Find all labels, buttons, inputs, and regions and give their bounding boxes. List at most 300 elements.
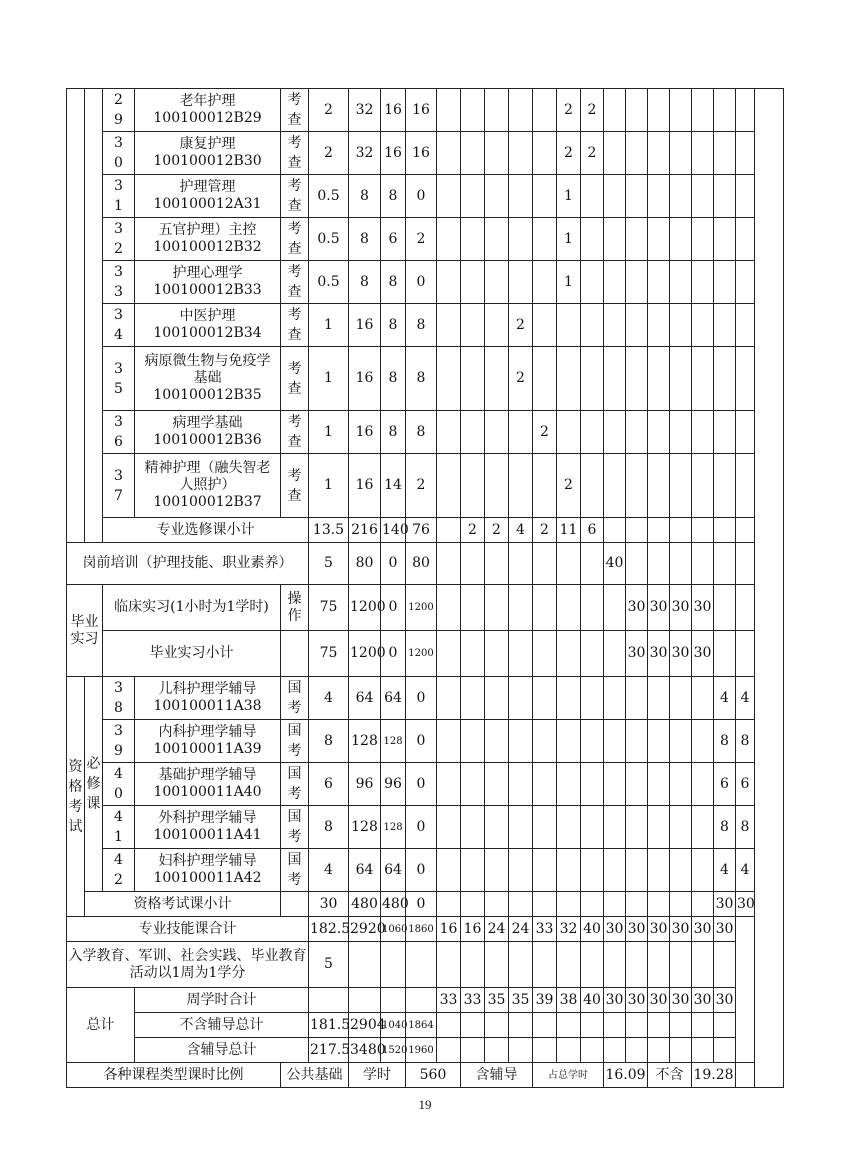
course-practice: 0: [406, 763, 437, 806]
week-hours-cell: [648, 132, 670, 175]
week-hours-cell: [692, 347, 714, 411]
assessment-type: [281, 218, 309, 261]
course-number-line: 0: [114, 155, 123, 171]
skills-total-hours: 2920: [349, 917, 381, 942]
assessment-type-line: 查: [287, 198, 302, 214]
week-hours-cell: [692, 175, 714, 218]
qualification-group: 资格考试: [67, 677, 85, 917]
skills-total-label: 专业技能课合计: [67, 917, 309, 942]
course-number-line: 9: [114, 743, 123, 759]
table-cell: [509, 942, 533, 988]
course-name: [135, 132, 281, 175]
week-hours-13: 30: [714, 892, 736, 917]
week-hours-cell: [604, 720, 626, 763]
course-name-line: 外科护理学辅导: [158, 810, 257, 826]
table-cell: [581, 1038, 604, 1063]
week-hours-cell: [692, 677, 714, 720]
week-hours-cell: [581, 806, 604, 849]
course-number-line: 2: [114, 92, 123, 108]
week-hours-cell: [692, 89, 714, 132]
course-theory: 128: [381, 806, 406, 849]
week-hours-cell: [714, 543, 736, 585]
week-hours-w2: 2: [461, 518, 485, 543]
table-cell: [714, 1013, 736, 1038]
course-hours: 16: [349, 304, 381, 347]
orientation-credits: 5: [309, 942, 349, 988]
week-hours-w5: [533, 175, 557, 218]
week-hours-w7: [581, 454, 604, 518]
assessment-type-line: 考: [287, 360, 302, 377]
assessment-type: [281, 454, 309, 518]
week-hours-cell: [648, 806, 670, 849]
week-hours-w2: [461, 454, 485, 518]
assessment-type: [281, 261, 309, 304]
week-hours-cell: [670, 849, 692, 892]
weekly-total-4: 35: [485, 988, 509, 1013]
assessment-type-line: 国: [287, 766, 302, 782]
table-cell: [485, 942, 509, 988]
course-name-line: 100100012B37: [153, 494, 262, 510]
weekly-total-12: 30: [670, 988, 692, 1013]
internship-course: 临床实习(1小时为1学时): [103, 585, 281, 631]
course-practice: 0: [406, 849, 437, 892]
internship-subtotal-practice: 1200: [406, 631, 437, 677]
pre-job-hours: 80: [349, 543, 381, 585]
week-hours-cell: [648, 720, 670, 763]
assessment-type: [281, 89, 309, 132]
week-hours-cell: [670, 518, 692, 543]
week-hours-cell: [736, 89, 755, 132]
table-cell: [648, 1013, 670, 1038]
table-cell: [509, 1038, 533, 1063]
week-hours-w5: 2: [533, 411, 557, 454]
course-number-line: 0: [114, 786, 123, 802]
week-hours-w6: 1: [557, 261, 581, 304]
including-tutoring-total-hours: 3480: [349, 1038, 381, 1063]
internship-group: 毕业实习: [67, 585, 103, 677]
table-cell: [461, 1038, 485, 1063]
course-name-line: 100100011A39: [153, 741, 262, 757]
course-number-line: 2: [114, 872, 123, 888]
week-hours-w2: [461, 347, 485, 411]
week-hours-cell: [648, 518, 670, 543]
week-hours-cell: [670, 720, 692, 763]
week-hours-cell: [533, 543, 557, 585]
week-hours-cell: [648, 454, 670, 518]
course-number-line: 4: [114, 809, 123, 825]
week-hours-14: 6: [736, 763, 755, 806]
week-hours-cell: [626, 720, 648, 763]
week-hours-14: 30: [736, 892, 755, 917]
ratio-label: 各种课程类型课时比例: [67, 1063, 281, 1088]
assessment-type: [281, 677, 309, 720]
course-credits: 1: [309, 304, 349, 347]
week-hours-cell: [670, 218, 692, 261]
table-cell: [670, 942, 692, 988]
course-name-line: 内科护理学辅导: [158, 724, 257, 740]
table-cell: [533, 1038, 557, 1063]
week-hours-cell: [581, 677, 604, 720]
week-hours-1: [437, 347, 461, 411]
qualification-subgroup: 必修课: [85, 677, 103, 892]
table-cell: [406, 942, 437, 988]
course-number-line: 3: [114, 178, 123, 194]
course-number-line: 1: [114, 198, 123, 214]
course-number-line: 3: [114, 284, 123, 300]
excluding-tutoring-total-credits: 181.5: [309, 1013, 349, 1038]
course-row: [67, 347, 784, 411]
ratio-row: [67, 1063, 784, 1088]
week-hours-cell: [509, 720, 533, 763]
week-hours-w10: 30: [648, 631, 670, 677]
week-hours-8: 40: [581, 917, 604, 942]
week-hours-cell: [557, 720, 581, 763]
table-cell: [533, 1013, 557, 1038]
week-hours-cell: [437, 763, 461, 806]
weekly-total-6: 39: [533, 988, 557, 1013]
table-cell: [604, 1038, 626, 1063]
assessment-type-line: 考: [287, 700, 302, 716]
week-hours-w6: 1: [557, 218, 581, 261]
course-number-line: 3: [114, 723, 123, 739]
course-practice: 0: [406, 261, 437, 304]
week-hours-cell: [437, 892, 461, 917]
course-number-line: 9: [114, 112, 123, 128]
week-hours-w6: [557, 347, 581, 411]
course-number: [103, 677, 135, 720]
week-hours-cell: [485, 585, 509, 631]
week-hours-cell: [626, 89, 648, 132]
week-hours-cell: [581, 585, 604, 631]
course-row: [67, 261, 784, 304]
course-number-line: 3: [114, 680, 123, 696]
week-hours-w4: [509, 89, 533, 132]
course-theory: 64: [381, 849, 406, 892]
course-name: [135, 89, 281, 132]
course-number-line: 7: [114, 487, 123, 504]
weekly-total-13: 30: [692, 988, 714, 1013]
week-hours-w4: [509, 218, 533, 261]
course-credits: 1: [309, 411, 349, 454]
week-hours-cell: [626, 411, 648, 454]
week-hours-cell: [533, 849, 557, 892]
week-hours-cell: [736, 454, 755, 518]
ratio-hours-label: 学时: [349, 1063, 406, 1088]
week-hours-cell: [714, 454, 736, 518]
week-hours-cell: [648, 677, 670, 720]
course-hours: 128: [349, 720, 381, 763]
week-hours-cell: [533, 806, 557, 849]
week-hours-cell: [509, 763, 533, 806]
course-number-line: 6: [114, 434, 123, 450]
course-number: [103, 347, 135, 411]
course-name-line: 100100012A31: [153, 196, 262, 212]
course-number-line: 3: [114, 135, 123, 151]
course-row: [67, 89, 784, 132]
week-hours-cell: [648, 411, 670, 454]
internship-hours: 1200: [349, 585, 381, 631]
qualification-subtotal-credits: 30: [309, 892, 349, 917]
table-cell: [670, 1013, 692, 1038]
course-name-line: 老年护理: [179, 93, 236, 109]
weekly-total-5: 35: [509, 988, 533, 1013]
course-credits: 8: [309, 720, 349, 763]
week-hours-13: 8: [714, 806, 736, 849]
table-cell: [437, 1013, 461, 1038]
course-row: [67, 175, 784, 218]
excluding-tutoring-total-theory: 1040: [381, 1013, 406, 1038]
weekly-total-7: 38: [557, 988, 581, 1013]
table-cell: [557, 942, 581, 988]
course-theory: 8: [381, 347, 406, 411]
week-hours-10: 30: [626, 917, 648, 942]
week-hours-w7: 2: [581, 132, 604, 175]
course-practice: 8: [406, 347, 437, 411]
week-hours-1: [437, 218, 461, 261]
week-hours-cell: [604, 518, 626, 543]
week-hours-cell: [736, 631, 755, 677]
week-hours-cell: [461, 849, 485, 892]
week-hours-cell: [648, 763, 670, 806]
week-hours-w7: 6: [581, 518, 604, 543]
week-hours-cell: [581, 543, 604, 585]
week-hours-cell: [485, 720, 509, 763]
course-theory: 128: [381, 720, 406, 763]
course-credits: 1: [309, 454, 349, 518]
week-hours-cell: [461, 720, 485, 763]
course-number: [103, 132, 135, 175]
assessment-type: [281, 175, 309, 218]
week-hours-w3: [485, 304, 509, 347]
qualification-row: [67, 677, 784, 720]
subtotal-practice: 76: [406, 518, 437, 543]
assessment-type-line: 考: [287, 872, 302, 888]
week-hours-cell: [714, 89, 736, 132]
course-number-line: 4: [114, 766, 123, 782]
week-hours-w3: [485, 347, 509, 411]
course-row: [67, 132, 784, 175]
week-hours-cell: [533, 677, 557, 720]
week-hours-w12: 30: [692, 631, 714, 677]
week-hours-w3: 2: [485, 518, 509, 543]
course-number: [103, 175, 135, 218]
week-hours-w12: 30: [692, 585, 714, 631]
week-hours-cell: [509, 631, 533, 677]
course-name-line: 护理管理: [179, 179, 236, 195]
subtotal-credits: 13.5: [309, 518, 349, 543]
course-name-line: 护理心理学: [172, 265, 243, 281]
weekly-total-label: 周学时合计: [135, 988, 309, 1013]
week-hours-cell: [461, 677, 485, 720]
including-tutoring-total-practice: 1960: [406, 1038, 437, 1063]
week-hours-w9: 30: [626, 585, 648, 631]
course-hours: 8: [349, 175, 381, 218]
week-hours-w2: [461, 218, 485, 261]
week-hours-cell: [670, 677, 692, 720]
week-hours-w9: 30: [626, 631, 648, 677]
week-hours-cell: [604, 411, 626, 454]
week-hours-cell: [736, 175, 755, 218]
week-hours-1: [437, 411, 461, 454]
assessment-type-line: 考: [287, 221, 302, 237]
orientation-row: [67, 942, 784, 988]
week-hours-cell: [485, 543, 509, 585]
qualification-row: [67, 849, 784, 892]
pre-job-credits: 5: [309, 543, 349, 585]
week-hours-cell: [670, 892, 692, 917]
qualification-row: [67, 763, 784, 806]
week-hours-cell: [670, 175, 692, 218]
week-hours-cell: [533, 763, 557, 806]
week-hours-cell: [581, 763, 604, 806]
internship-subtotal-assessment: [281, 631, 309, 677]
assessment-type-line: 考: [287, 467, 302, 484]
week-hours-cell: [533, 631, 557, 677]
course-name-line: 100100012B33: [153, 282, 262, 298]
course-name-line: 100100011A38: [153, 698, 262, 714]
excluding-tutoring-total-hours: 2904: [349, 1013, 381, 1038]
course-hours: 64: [349, 677, 381, 720]
week-hours-cell: [648, 261, 670, 304]
week-hours-w4: 2: [509, 304, 533, 347]
course-name-line: 100100012B35: [153, 387, 262, 403]
weekly-total-8: 40: [581, 988, 604, 1013]
course-name-line: 100100011A41: [153, 827, 262, 843]
course-name: [135, 806, 281, 849]
week-hours-w4: 2: [509, 347, 533, 411]
course-number-line: 3: [114, 467, 123, 484]
table-cell: [692, 1013, 714, 1038]
subtotal-row: [67, 518, 784, 543]
course-number: [103, 261, 135, 304]
course-credits: 2: [309, 89, 349, 132]
week-hours-cell: [604, 261, 626, 304]
skills-total-row: [67, 917, 784, 942]
week-hours-cell: [461, 585, 485, 631]
week-hours-cell: [509, 543, 533, 585]
week-hours-cell: [714, 347, 736, 411]
qualification-subtotal-hours: 480: [349, 892, 381, 917]
week-hours-1: [437, 304, 461, 347]
week-hours-cell: [581, 631, 604, 677]
week-hours-w11: 30: [670, 631, 692, 677]
week-hours-1: [437, 175, 461, 218]
table-cell: [461, 1013, 485, 1038]
week-hours-w2: [461, 411, 485, 454]
assessment-type-line: 国: [287, 680, 302, 696]
assessment-type-line: 查: [287, 327, 302, 343]
course-practice: 0: [406, 720, 437, 763]
table-cell: [461, 942, 485, 988]
course-number: [103, 218, 135, 261]
course-name: [135, 677, 281, 720]
course-credits: 2: [309, 132, 349, 175]
week-hours-cell: [648, 304, 670, 347]
week-hours-w3: [485, 411, 509, 454]
course-row: [67, 411, 784, 454]
assessment-type-line: 查: [287, 487, 302, 504]
course-practice: 2: [406, 218, 437, 261]
assessment-type: [281, 720, 309, 763]
assessment-type-line: 查: [287, 380, 302, 397]
week-hours-w3: [485, 132, 509, 175]
week-hours-12: 30: [670, 917, 692, 942]
week-hours-cell: [692, 454, 714, 518]
course-theory: 14: [381, 454, 406, 518]
week-hours-cell: [557, 677, 581, 720]
course-theory: 64: [381, 677, 406, 720]
qualification-subtotal-assessment: [281, 892, 309, 917]
course-hours: 32: [349, 89, 381, 132]
course-number-line: 2: [114, 241, 123, 257]
course-number: [103, 806, 135, 849]
qualification-subtotal-practice: 0: [406, 892, 437, 917]
table-cell: [648, 942, 670, 988]
week-hours-1: [437, 132, 461, 175]
week-hours-cell: [626, 677, 648, 720]
week-hours-cell: [714, 304, 736, 347]
week-hours-w3: [485, 218, 509, 261]
subcategory-cell: [85, 89, 103, 543]
week-hours-cell: [648, 849, 670, 892]
course-name-line: 100100011A42: [153, 870, 262, 886]
week-hours-cell: [604, 132, 626, 175]
week-hours-cell: [437, 585, 461, 631]
course-number-line: 4: [114, 852, 123, 868]
week-hours-cell: [714, 585, 736, 631]
course-name-line: 100100012B30: [153, 153, 262, 169]
week-hours-w11: 30: [670, 585, 692, 631]
course-practice: 0: [406, 677, 437, 720]
week-hours-cell: [437, 806, 461, 849]
week-hours-cell: [670, 806, 692, 849]
week-hours-cell: [692, 543, 714, 585]
course-name: [135, 347, 281, 411]
course-theory: 8: [381, 411, 406, 454]
course-hours: 8: [349, 261, 381, 304]
assessment-type-line: 考: [287, 178, 302, 194]
week-hours-w6: [557, 411, 581, 454]
table-cell: [406, 988, 437, 1013]
week-hours-cell: [604, 585, 626, 631]
course-name-line: 人照护）: [179, 477, 236, 493]
week-hours-w2: [461, 132, 485, 175]
course-number: [103, 763, 135, 806]
week-hours-w6: 11: [557, 518, 581, 543]
week-hours-cell: [626, 218, 648, 261]
table-cell: [557, 1038, 581, 1063]
table-cell: [533, 942, 557, 988]
week-hours-cell: [670, 347, 692, 411]
internship-theory: 0: [381, 585, 406, 631]
course-practice: 2: [406, 454, 437, 518]
assessment-type: [281, 849, 309, 892]
assessment-type-line: 考: [287, 414, 302, 430]
week-hours-cell: [736, 518, 755, 543]
course-name-line: 100100012B29: [153, 110, 262, 126]
internship-row: [67, 585, 784, 631]
table-cell: [626, 942, 648, 988]
course-name-line: 100100012B36: [153, 432, 262, 448]
grand-total-label: 总计: [67, 988, 135, 1063]
assessment-type-line: 国: [287, 723, 302, 739]
table-cell: [485, 1038, 509, 1063]
table-cell: [692, 1038, 714, 1063]
table-cell: [349, 942, 381, 988]
including-tutoring-total-row: [67, 1038, 784, 1063]
week-hours-cell: [670, 411, 692, 454]
course-number: [103, 849, 135, 892]
